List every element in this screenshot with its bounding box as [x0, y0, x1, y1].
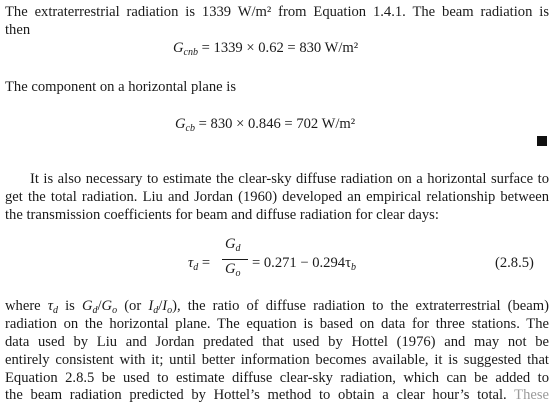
eq3-tau: τ: [188, 255, 194, 271]
paragraph-4-line-6: [5, 386, 549, 404]
end-of-example-mark: [537, 136, 547, 146]
p4-line6-last-word: These: [514, 387, 550, 403]
p4-text-or: (or: [117, 298, 149, 314]
eq3-rhs-subscript: b: [350, 262, 356, 273]
paragraph-3-line-1: It is also necessary to estimate the clear-sky diffuse radiation on a horizontal surface to: [30, 171, 549, 187]
eq3-denominator: [225, 261, 241, 278]
eq3-number: (2.8.5): [495, 255, 534, 271]
p4-G-d-subscript: d: [92, 305, 98, 316]
p4-G-d: G: [81, 298, 93, 314]
paragraph-4-line-2: radiation on the horizontal plane. The equation is based on data for three stations. The: [5, 316, 549, 332]
eq3-expression: = 0.271 − 0.294τ: [252, 255, 351, 271]
eq2-subscript: cb: [185, 123, 195, 134]
paragraph-4-line-1: [5, 297, 549, 315]
eq3-den-symbol: G: [225, 261, 236, 277]
p4-I-o: I: [162, 298, 168, 314]
paragraph-4-line-5: Equation 2.8.5 be used to estimate diffuse clear-sky radiation, which can be added to: [5, 370, 549, 386]
eq3-num-symbol: G: [225, 236, 236, 252]
p4-text-rest: ), the ratio of diffuse radiation to the extraterrestrial (beam): [172, 298, 549, 314]
eq3-rhs: [252, 255, 356, 272]
equation-beam-normal: [173, 40, 358, 57]
eq3-lhs: [188, 255, 210, 272]
equation-beam-horizontal: [175, 116, 355, 133]
p4-I-d: I: [148, 298, 154, 314]
eq3-den-subscript: o: [235, 268, 241, 279]
eq3-tau-subscript: d: [193, 262, 199, 273]
paragraph-1-line-1: The extraterrestrial radiation is 1339 W/m² from Equation 1.4.1. The beam radiation is: [5, 4, 549, 20]
paragraph-1-line-2: then: [5, 22, 31, 38]
p4-line6-text: the beam radiation predicted by Hottel’s method to obtain a clear hour’s total.: [5, 387, 507, 403]
p4-text-is: is: [58, 298, 82, 314]
eq1-expression: = 1339 × 0.62 = 830 W/m²: [201, 40, 359, 56]
paragraph-4-line-4: entirely consistent with it; until better information becomes available, it is suggested that: [5, 352, 549, 368]
eq3-numerator: [225, 236, 241, 253]
eq2-symbol: G: [175, 116, 186, 132]
paragraph-4-line-3: data used by Liu and Jordan predated that used by Hottel (1976) and may not be: [5, 334, 549, 350]
paragraph-2: The component on a horizontal plane is: [5, 79, 236, 95]
eq3-fraction: [222, 236, 248, 280]
p4-tau: τ: [47, 298, 53, 314]
eq2-expression: = 830 × 0.846 = 702 W/m²: [198, 116, 356, 132]
eq3-num-subscript: d: [235, 243, 241, 254]
eq1-symbol: G: [173, 40, 184, 56]
p4-tau-subscript: d: [53, 305, 58, 316]
paragraph-3-line-3: the transmission coefficients for beam and diffuse radiation for clear days:: [5, 207, 439, 223]
paragraph-3-line-2: get the total radiation. Liu and Jordan (1960) developed an empirical relationship between: [5, 189, 549, 205]
p4-slash-2: /: [158, 298, 163, 314]
p4-G-o: G: [101, 298, 113, 314]
eq3-equals: =: [201, 255, 211, 271]
p4-text-where: where: [5, 298, 48, 314]
eq1-subscript: cnb: [183, 47, 198, 58]
p4-I-o-subscript: o: [167, 305, 173, 316]
p4-I-d-subscript: d: [153, 305, 159, 316]
eq3-fraction-bar: [222, 259, 248, 260]
p4-slash: /: [97, 298, 102, 314]
p4-G-o-subscript: o: [112, 305, 118, 316]
